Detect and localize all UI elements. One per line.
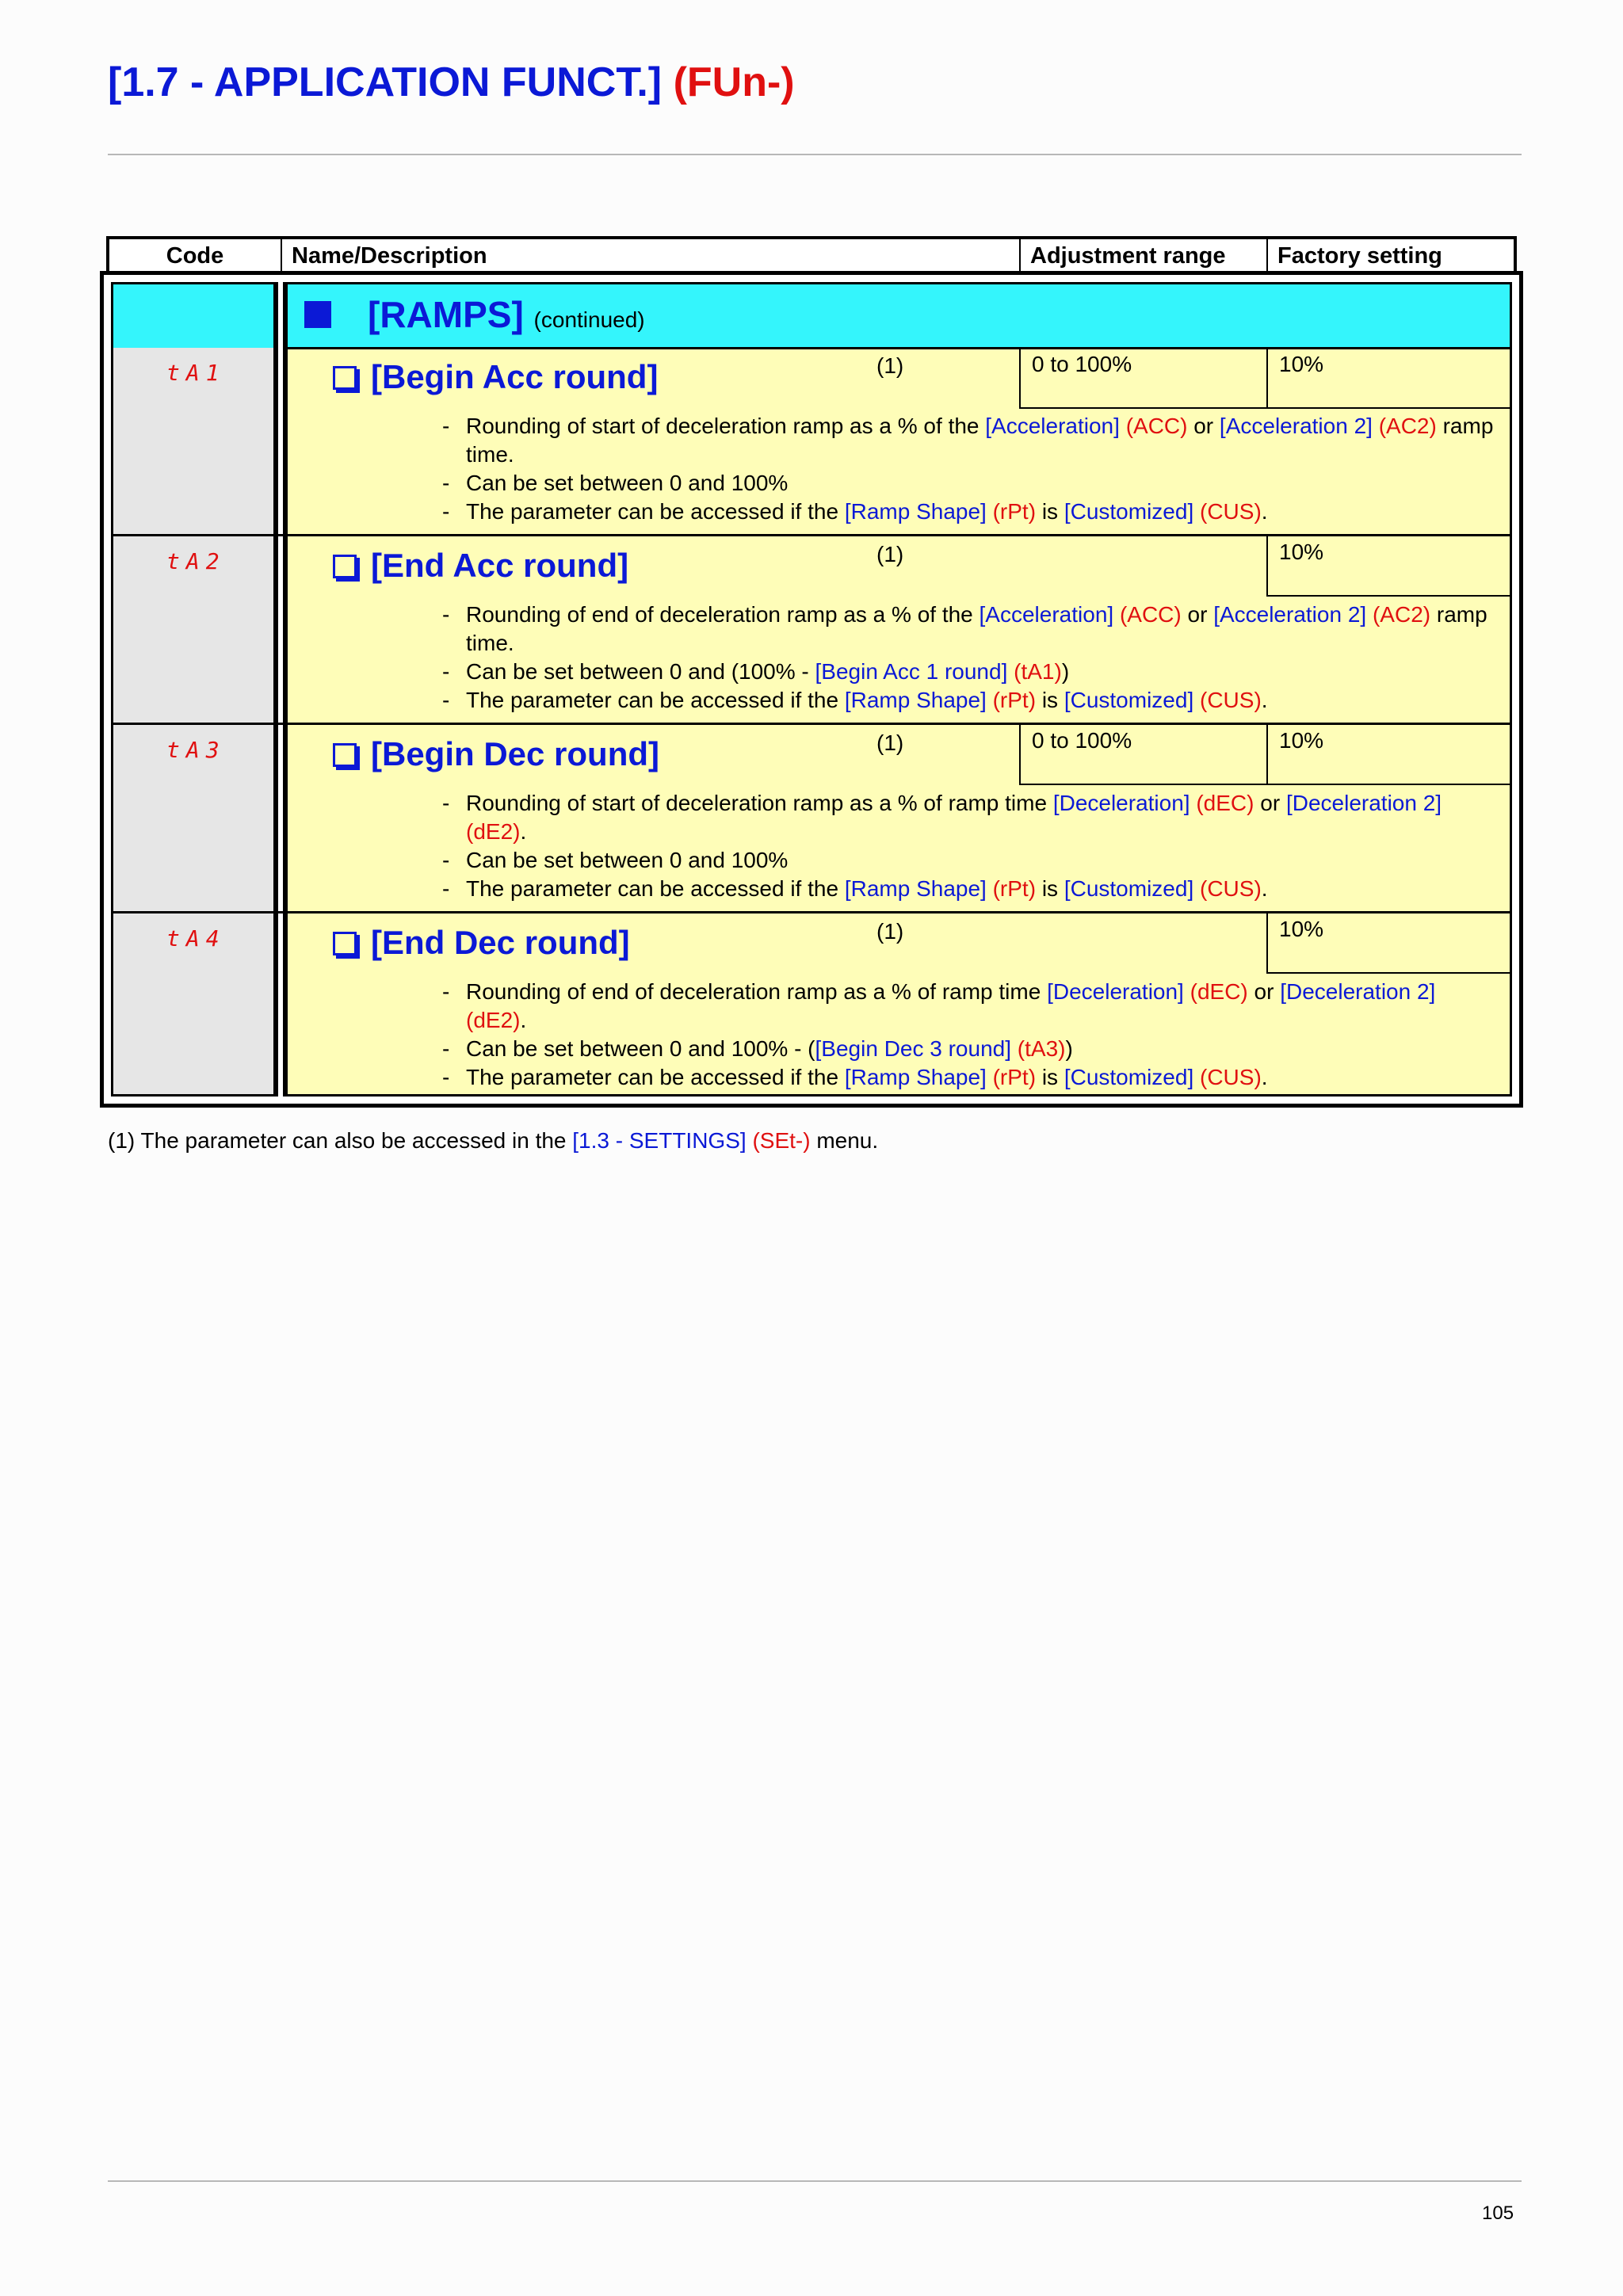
top-divider — [108, 154, 1522, 155]
section-square-icon — [304, 301, 331, 328]
adjustment-range: 0 to 100% — [1019, 725, 1266, 785]
page-title: [1.7 - APPLICATION FUNCT.] (FUn-) — [108, 59, 795, 105]
checkbox-icon — [333, 932, 357, 955]
bullet: - The parameter can be accessed if the [Ramp Shape] (rPt) is [Customized] (CUS). — [442, 1063, 1496, 1092]
param-description — [442, 601, 1496, 715]
bullet: - Rounding of start of deceleration ramp as a % of the [Acceleration] (ACC) or [Acceleration 2] (AC2) ramp time. — [442, 412, 1496, 469]
param-code: tA4 — [166, 925, 226, 952]
header-name: Name/Description — [282, 239, 1021, 273]
section-title: [RAMPS] (continued) — [368, 294, 645, 335]
bullet: - The parameter can be accessed if the [Ramp Shape] (rPt) is [Customized] (CUS). — [442, 498, 1496, 526]
bullet: - The parameter can be accessed if the [Ramp Shape] (rPt) is [Customized] (CUS). — [442, 875, 1496, 903]
footnote-ref: (1) — [876, 730, 904, 755]
bullet: - Can be set between 0 and 100% - ([Begin Dec 3 round] (tA3)) — [442, 1035, 1496, 1063]
bottom-divider — [108, 2180, 1522, 2182]
table-header — [106, 236, 1517, 273]
param-name: [End Acc round] — [333, 545, 628, 586]
param-code: tA2 — [166, 548, 226, 574]
factory-setting: 10% — [1266, 536, 1512, 597]
footnote-ref: (1) — [876, 542, 904, 566]
factory-setting: 10% — [1266, 725, 1512, 785]
bullet: - Can be set between 0 and (100% - [Begin Acc 1 round] (tA1)) — [442, 658, 1496, 686]
section-band-left — [113, 284, 273, 348]
header-adjustment: Adjustment range — [1021, 239, 1268, 273]
checkbox-icon — [333, 743, 357, 767]
param-name: [End Dec round] — [333, 922, 630, 963]
bullet: - Rounding of start of deceleration ramp as a % of ramp time [Deceleration] (dEC) or [Deceleration 2] (dE2). — [442, 789, 1496, 846]
code-column — [111, 282, 276, 1097]
checkbox-icon — [333, 555, 357, 578]
bullet: - Rounding of end of deceleration ramp as a % of the [Acceleration] (ACC) or [Acceleration 2] (AC2) ramp time. — [442, 601, 1496, 658]
param-description — [442, 789, 1496, 903]
param-description — [442, 978, 1496, 1092]
header-factory: Factory setting — [1277, 243, 1442, 269]
footnote-ref: (1) — [876, 919, 904, 944]
footnote-ref: (1) — [876, 353, 904, 378]
page-number: 105 — [1482, 2203, 1514, 2224]
param-code: tA3 — [166, 737, 226, 763]
bullet: - Can be set between 0 and 100% — [442, 469, 1496, 498]
bullet: - Rounding of end of deceleration ramp as a % of ramp time [Deceleration] (dEC) or [Deceleration 2] (dE2). — [442, 978, 1496, 1035]
checkbox-icon — [333, 366, 357, 390]
param-code: tA1 — [166, 360, 226, 386]
bullet: - The parameter can be accessed if the [Ramp Shape] (rPt) is [Customized] (CUS). — [442, 686, 1496, 715]
header-code: Code — [109, 239, 282, 273]
param-name: [Begin Acc round] — [333, 357, 658, 398]
factory-setting: 10% — [1266, 349, 1512, 409]
bullet: - Can be set between 0 and 100% — [442, 846, 1496, 875]
param-description — [442, 412, 1496, 526]
param-name: [Begin Dec round] — [333, 734, 659, 775]
adjustment-range: 0 to 100% — [1019, 349, 1266, 409]
factory-setting: 10% — [1266, 913, 1512, 974]
footnote: (1) The parameter can also be accessed in the [1.3 - SETTINGS] (SEt-) menu. — [108, 1128, 879, 1153]
column-separator — [276, 282, 285, 1097]
